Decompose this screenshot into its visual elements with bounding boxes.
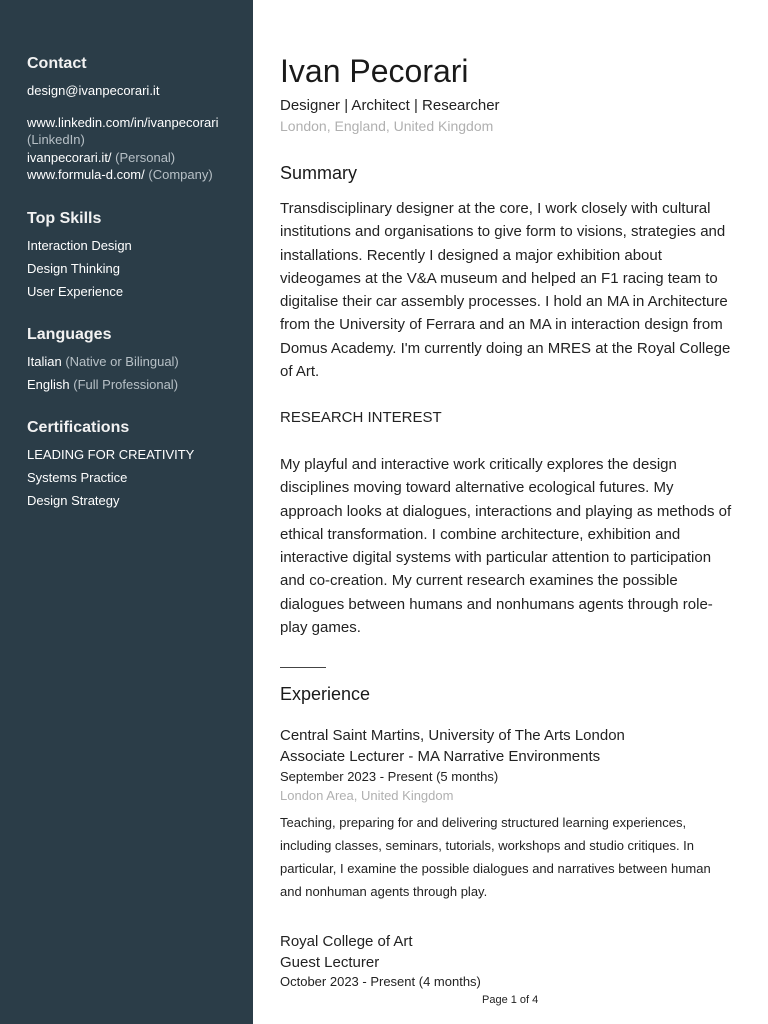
certifications-heading: Certifications [27, 419, 130, 436]
languages-heading: Languages [27, 326, 112, 343]
certification-item: LEADING FOR CREATIVITY [27, 447, 195, 462]
skill-item: Interaction Design [27, 238, 132, 253]
company-site-tag: (Company) [148, 167, 213, 182]
job-organization: Central Saint Martins, University of The Arts London [280, 727, 625, 744]
profile-name: Ivan Pecorari [280, 53, 469, 89]
job-description: Teaching, preparing for and delivering structured learning experiences, including classes, seminars, tutorials, workshops and studio critiques. In particular, I examine the possible dialogues and narratives between human and nonhuman agents through play. [280, 815, 711, 899]
language-name: English [27, 377, 70, 392]
language-level: (Native or Bilingual) [65, 354, 179, 369]
language-item [27, 354, 179, 369]
skill-item: Design Thinking [27, 261, 120, 276]
research-interest-heading: RESEARCH INTEREST [280, 409, 442, 426]
profile-location: London, England, United Kingdom [280, 118, 494, 134]
job-dates: September 2023 - Present (5 months) [280, 769, 499, 784]
linkedin-tag: (LinkedIn) [27, 132, 85, 147]
language-item [27, 377, 178, 392]
job-organization: Royal College of Art [280, 933, 413, 950]
certification-item: Systems Practice [27, 470, 128, 485]
contact-email[interactable]: design@ivanpecorari.it [27, 83, 160, 98]
skills-heading: Top Skills [27, 210, 102, 227]
job-dates: October 2023 - Present (4 months) [280, 974, 481, 989]
research-interest-paragraph: My playful and interactive work critically explores the design disciplines moving toward alternative ecological futures. My approach looks at dialogues, interactions and playing as methods of ethical transformation. I combine architecture, exhibition and interactive digital systems with particular attention to participation and co-creation. My current research examines the possible dialogues between humans and nonhumans agents through role-play games. [280, 456, 732, 637]
profile-headline: Designer | Architect | Researcher [280, 97, 500, 114]
personal-site-link[interactable]: ivanpecorari.it/ [27, 150, 112, 165]
experience-heading: Experience [280, 684, 371, 704]
contact-heading: Contact [27, 55, 87, 72]
language-name: Italian [27, 354, 62, 369]
personal-site-tag: (Personal) [115, 150, 176, 165]
summary-heading: Summary [280, 163, 358, 183]
job-role: Guest Lecturer [280, 954, 380, 971]
job-role: Associate Lecturer - MA Narrative Environments [280, 748, 601, 765]
company-site-row [27, 167, 213, 182]
section-divider [280, 667, 326, 668]
linkedin-link[interactable]: www.linkedin.com/in/ivanpecorari [27, 115, 219, 130]
page-number: Page 1 of 4 [482, 994, 539, 1006]
company-site-link[interactable]: www.formula-d.com/ [27, 167, 145, 182]
sidebar [0, 0, 253, 1024]
job-location: London Area, United Kingdom [280, 788, 454, 803]
language-level: (Full Professional) [73, 377, 179, 392]
summary-paragraph: Transdisciplinary designer at the core, I work closely with cultural institutions and organisations to give form to visions, strategies and installations. Recently I designed a major exhibition about videogames at the V&A museum and helped an F1 racing team to digitalise their car assembly processes. I hold an MA in Architecture from the University of Ferrara and an MA in interaction design from Domus Academy. I'm currently doing an MRES at the Royal College of Art. [280, 200, 731, 381]
certification-item: Design Strategy [27, 493, 120, 508]
skill-item: User Experience [27, 284, 124, 299]
personal-site-row [27, 150, 175, 165]
